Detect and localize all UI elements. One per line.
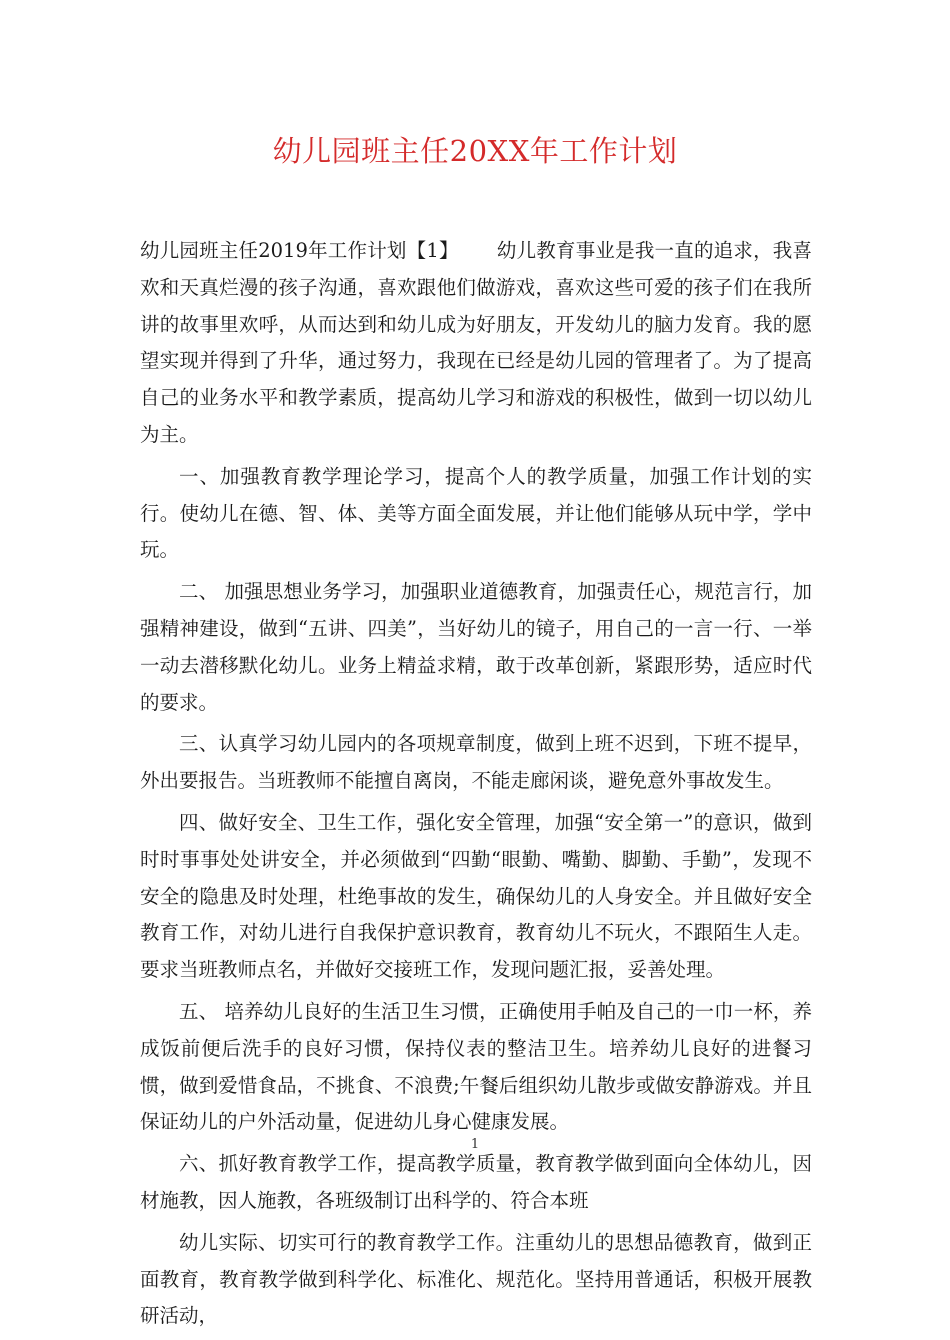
page-number: 1 xyxy=(470,1137,480,1152)
paragraph: 三、认真学习幼儿园内的各项规章制度，做到上班不迟到，下班不提早，外出要报告。当班教师不能擅自离岗，不能走廊闲谈，避免意外事故发生。 xyxy=(140,732,812,793)
intro-label: 幼儿园班主任2019年工作计划【1】 xyxy=(140,239,459,262)
document-body xyxy=(140,233,812,1340)
paragraph-intro xyxy=(140,233,812,454)
paragraph: 幼儿实际、切实可行的教育教学工作。注重幼儿的思想品德教育，做到正面教育，教育教学做到科学化、标准化、规范化。坚持用普通话，积极开展教研活动， xyxy=(140,1230,812,1328)
paragraph: 五、 培养幼儿良好的生活卫生习惯，正确使用手帕及自己的一巾一杯，养成饭前便后洗手的良好习惯，保持仪表的整洁卫生。培养幼儿良好的进餐习惯，做到爱惜食品，不挑食、不浪费;午餐后组织幼儿散步或做安静游戏。并且保证幼儿的户外活动量，促进幼儿身心健康发展。 xyxy=(140,999,812,1134)
paragraph: 六、抓好教育教学工作，提高教学质量，教育教学做到面向全体幼儿，因材施教，因人施教，各班级制订出科学的、符合本班 xyxy=(140,1152,812,1212)
paragraph: 四、做好安全、卫生工作，强化安全管理，加强“安全第一”的意识，做到时时事事处处讲安全，并必须做到“四勤“眼勤、嘴勤、脚勤、手勤”，发现不安全的隐患及时处理，杜绝事故的发生，确保幼儿的人身安全。并且做好安全教育工作，对幼儿进行自我保护意识教育，教育幼儿不玩火，不跟陌生人走。要求当班教师点名，并做好交接班工作，发现问题汇报，妥善处理。 xyxy=(140,810,812,982)
paragraph: 一、加强教育教学理论学习，提高个人的教学质量，加强工作计划的实行。使幼儿在德、智、体、美等方面全面发展，并让他们能够从玩中学，学中玩。 xyxy=(140,464,812,562)
paragraph: 二、 加强思想业务学习，加强职业道德教育，加强责任心，规范言行，加强精神建设，做到“五讲、四美”，当好幼儿的镜子，用自己的一言一行、一举一动去潜移默化幼儿。业务上精益求精，敢于改革创新，紧跟形势，适应时代的要求。 xyxy=(140,580,812,714)
paragraph-text: 幼儿教育事业是我一直的追求，我喜欢和天真烂漫的孩子沟通，喜欢跟他们做游戏，喜欢这些可爱的孩子们在我所讲的故事里欢呼，从而达到和幼儿成为好朋友，开发幼儿的脑力发育。我的愿望实现并得到了升华，通过努力，我现在已经是幼儿园的管理者了。为了提高自己的业务水平和教学素质，提高幼儿学习和游戏的积极性，做到一切以幼儿为主。 xyxy=(140,239,812,446)
document-title: 幼儿园班主任20XX年工作计划 xyxy=(272,134,678,168)
